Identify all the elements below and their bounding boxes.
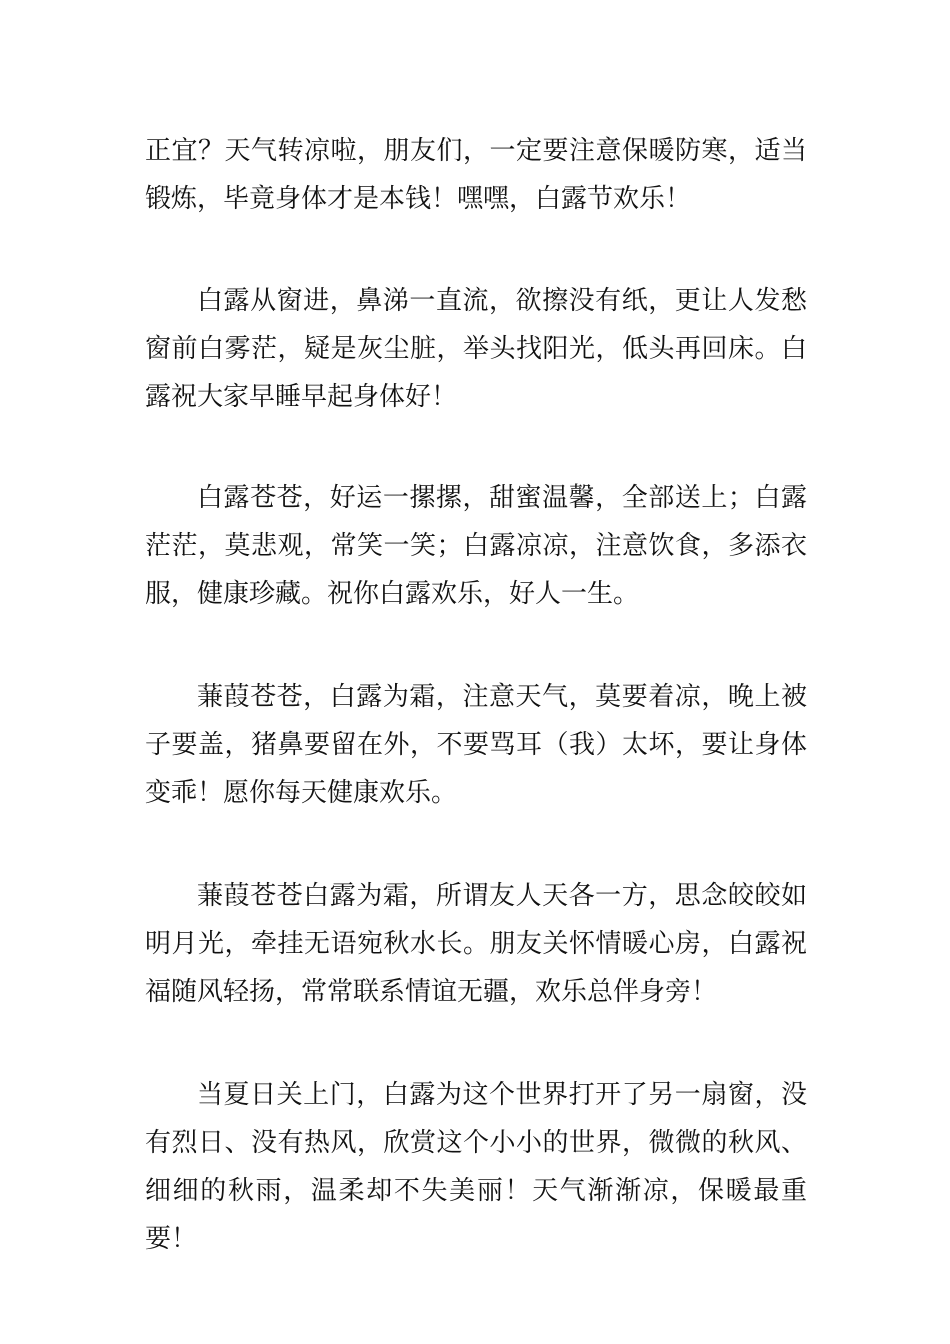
paragraph-6: 当夏日关上门，白露为这个世界打开了另一扇窗，没有烈日、没有热风，欣赏这个小小的世界，微微的秋风、细细的秋雨，温柔却不失美丽！天气渐渐凉，保暖最重要！ (145, 1080, 807, 1254)
paragraph-3: 白露苍苍，好运一摞摞，甜蜜温馨，全部送上；白露茫茫，莫悲观，常笑一笑；白露凉凉，注意饮食，多添衣服，健康珍藏。祝你白露欢乐，好人一生。 (145, 483, 807, 609)
paragraph-2: 白露从窗进，鼻涕一直流，欲擦没有纸，更让人发愁窗前白雾茫，疑是灰尘脏，举头找阳光，低头再回床。白露祝大家早睡早起身体好！ (145, 286, 807, 412)
paragraph-continuation: 正宜？天气转凉啦，朋友们，一定要注意保暖防寒，适当锻炼，毕竟身体才是本钱！嘿嘿，白露节欢乐！ (145, 136, 807, 214)
paragraph-5: 蒹葭苍苍白露为霜，所谓友人天各一方，思念皎皎如明月光，牵挂无语宛秋水长。朋友关怀情暖心房，白露祝福随风轻扬，常常联系情谊无疆，欢乐总伴身旁！ (145, 881, 807, 1007)
paragraph-4: 蒹葭苍苍，白露为霜，注意天气，莫要着凉，晚上被子要盖，猪鼻要留在外，不要骂耳（我）太坏，要让身体变乖！愿你每天健康欢乐。 (145, 682, 807, 808)
